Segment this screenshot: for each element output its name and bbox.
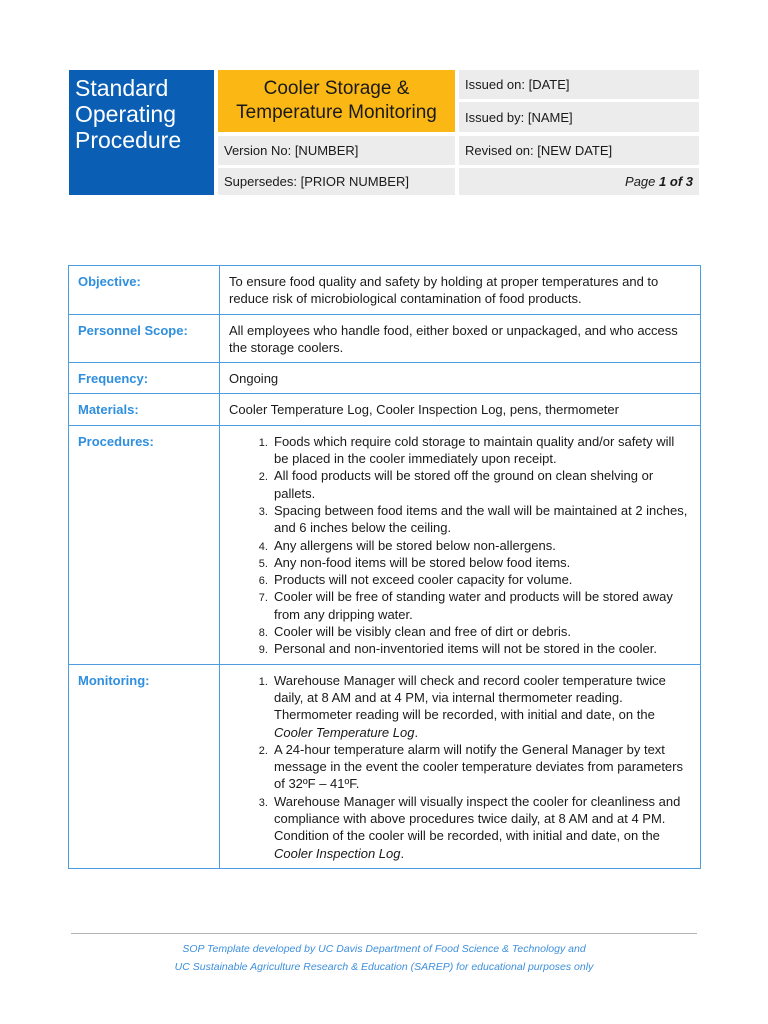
page-indicator [459,168,699,195]
monitoring-item-3-end: . [400,845,405,861]
procedure-item: 7. Cooler will be free of standing water and products will be stored away from any dripping water. [271,588,691,623]
monitoring-list [229,672,691,862]
procedure-item: 9. Personal and non-inventoried items will not be stored in the cooler. [271,640,691,657]
sop-details-table [68,265,701,869]
monitoring-item-3-text: Warehouse Manager will visually inspect the cooler for cleanliness and compliance with above procedures twice daily, at 8 AM and at 4 PM. Condition of the cooler will be recorded, with initial and date, on the [274,793,681,844]
monitoring-label: Monitoring: [69,664,220,868]
sop-label-line1: Standard [75,75,169,101]
procedures-cell [220,425,701,664]
sop-label-box [69,70,214,195]
procedure-item: 1. Foods which require cold storage to maintain quality and/or safety will be placed in the cooler immediately upon receipt. [271,433,691,468]
sop-label-line3: Procedure [75,127,182,153]
footer-divider [71,933,697,934]
cooler-temperature-log-ref: Cooler Temperature Log [274,724,415,740]
frequency-row [69,363,701,394]
issued-on-field: Issued on: [DATE] [459,70,699,99]
procedure-item: 4. Any allergens will be stored below non-allergens. [271,537,691,554]
materials-label: Materials: [69,394,220,425]
monitoring-item-1-end: . [414,724,419,740]
supersedes-field: Supersedes: [PRIOR NUMBER] [218,168,455,195]
frequency-text: Ongoing [220,363,701,394]
procedures-label: Procedures: [69,425,220,664]
procedure-item: 3. Spacing between food items and the wall will be maintained at 2 inches, and 6 inches below the ceiling. [271,502,691,537]
version-number-field: Version No: [NUMBER] [218,136,455,165]
monitoring-item-1-text: Warehouse Manager will check and record cooler temperature twice daily, at 8 AM and at 4 PM, via internal thermometer reading. Thermometer reading will be recorded, with initial and date, on the [274,672,666,723]
materials-row [69,394,701,425]
objective-label: Objective: [69,266,220,315]
materials-text: Cooler Temperature Log, Cooler Inspection Log, pens, thermometer [220,394,701,425]
footer-line2: UC Sustainable Agriculture Research & Education (SAREP) for educational purposes only [174,961,594,973]
sop-title-box [218,70,455,132]
personnel-scope-row [69,314,701,363]
procedures-row [69,425,701,664]
footer-credit [71,940,697,976]
page-value: 1 of 3 [659,174,693,189]
personnel-scope-label: Personnel Scope: [69,314,220,363]
frequency-label: Frequency: [69,363,220,394]
issued-by-field: Issued by: [NAME] [459,102,699,132]
objective-text: To ensure food quality and safety by holding at proper temperatures and to reduce risk of microbiological contamination of food products. [220,266,701,315]
monitoring-row [69,664,701,868]
procedure-item: 8. Cooler will be visibly clean and free of dirt or debris. [271,623,691,640]
procedure-item: 5. Any non-food items will be stored below food items. [271,554,691,571]
cooler-inspection-log-ref: Cooler Inspection Log [274,845,401,861]
monitoring-item [271,672,691,741]
page-prefix: Page [625,174,656,189]
footer-line1: SOP Template developed by UC Davis Department of Food Science & Technology and [182,943,586,955]
personnel-scope-text: All employees who handle food, either boxed or unpackaged, and who access the storage coolers. [220,314,701,363]
procedure-item: 2. All food products will be stored off the ground on clean shelving or pallets. [271,467,691,502]
objective-row [69,266,701,315]
monitoring-cell [220,664,701,868]
monitoring-item: 2. A 24-hour temperature alarm will notify the General Manager by text message in the event the cooler temperature deviates from parameters of 32ºF – 41ºF. [271,741,691,793]
procedure-item: 6. Products will not exceed cooler capacity for volume. [271,571,691,588]
monitoring-item [271,793,691,862]
procedures-list [229,433,691,658]
sop-header [69,70,699,195]
revised-on-field: Revised on: [NEW DATE] [459,136,699,165]
sop-title-line2: Temperature Monitoring [236,102,437,123]
sop-label-line2: Operating [75,101,177,127]
sop-title-line1: Cooler Storage & [263,78,410,99]
